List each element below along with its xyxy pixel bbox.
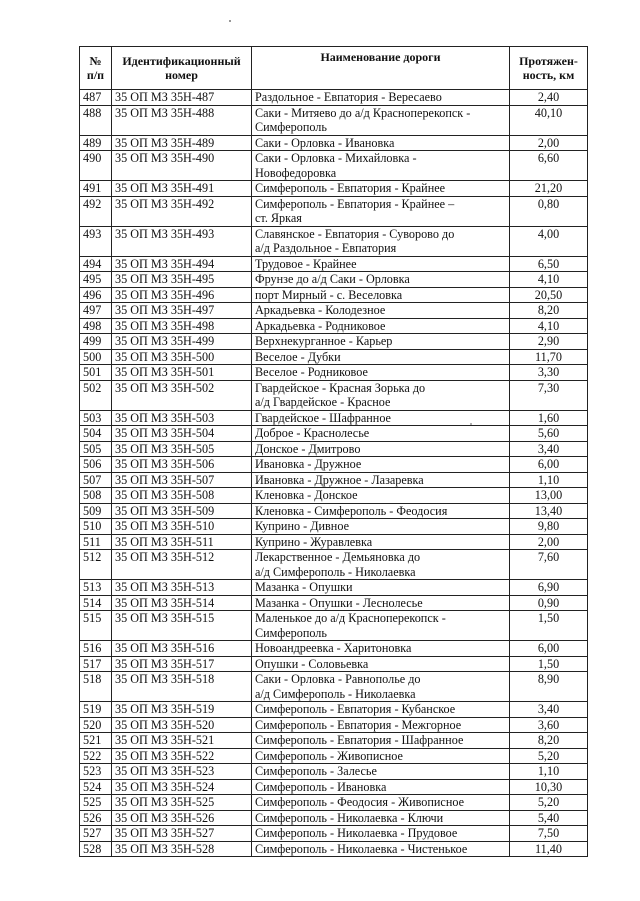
table-row: [80, 656, 588, 672]
row-number: 494: [80, 256, 112, 272]
row-number: 513: [80, 580, 112, 596]
road-length: 2,90: [510, 334, 588, 350]
road-name-line: Симферополь - Николаевка - Чистенькое: [255, 841, 468, 856]
row-number: 503: [80, 410, 112, 426]
table-row: [80, 611, 588, 641]
road-name-line: Куприно - Журавлевка: [255, 534, 373, 549]
road-name: [252, 488, 510, 504]
road-name-line: Аркадьевка - Родниковое: [255, 318, 386, 333]
road-id: 35 ОП МЗ 35Н-490: [112, 151, 252, 181]
row-number: 504: [80, 426, 112, 442]
road-length: 6,60: [510, 151, 588, 181]
roads-table: [79, 46, 588, 857]
row-number: 526: [80, 810, 112, 826]
road-name-line: Саки - Митяево до а/д Красноперекопск -: [255, 105, 471, 120]
table-row: [80, 779, 588, 795]
road-name-line: Новоандреевка - Харитоновка: [255, 641, 412, 655]
road-length: 6,90: [510, 580, 588, 596]
row-number: 509: [80, 503, 112, 519]
row-number: 519: [80, 702, 112, 718]
road-name: [252, 426, 510, 442]
row-number: 491: [80, 181, 112, 197]
road-name: [252, 380, 510, 410]
road-length: 4,10: [510, 272, 588, 288]
road-length: 5,20: [510, 795, 588, 811]
road-id: 35 ОП МЗ 35Н-498: [112, 318, 252, 334]
road-name-line: Доброе - Краснолесье: [255, 426, 370, 440]
road-name: [252, 410, 510, 426]
road-name-line: Мазанка - Опушки: [255, 580, 353, 594]
table-row: [80, 272, 588, 288]
road-id: 35 ОП МЗ 35Н-492: [112, 196, 252, 226]
road-name-line: Симферополь - Залесье: [255, 764, 377, 778]
road-name-line: Куприно - Дивное: [255, 519, 349, 533]
road-name-line: Верхнекурганное - Карьер: [255, 334, 393, 348]
row-number: 488: [80, 105, 112, 135]
road-id: 35 ОП МЗ 35Н-522: [112, 748, 252, 764]
road-name: [252, 256, 510, 272]
road-length: 7,60: [510, 550, 588, 580]
road-name-line: Кленовка - Симферополь - Феодосия: [255, 503, 448, 518]
table-row: [80, 503, 588, 519]
road-name-line: ст. Яркая: [255, 211, 302, 225]
road-id: 35 ОП МЗ 35Н-504: [112, 426, 252, 442]
road-name-line: Симферополь: [255, 120, 327, 134]
road-id: 35 ОП МЗ 35Н-526: [112, 810, 252, 826]
road-id: 35 ОП МЗ 35Н-508: [112, 488, 252, 504]
table-row: [80, 810, 588, 826]
road-length: 8,20: [510, 733, 588, 749]
road-name-line: Симферополь - Евпатория - Межгорное: [255, 717, 462, 732]
road-name-line: Симферополь - Евпатория - Кубанское: [255, 702, 456, 716]
road-name: [252, 717, 510, 733]
road-id: 35 ОП МЗ 35Н-493: [112, 226, 252, 256]
row-number: 522: [80, 748, 112, 764]
road-name-line: Трудовое - Крайнее: [255, 256, 357, 271]
header-id-text: Идентификационный номер: [122, 54, 241, 82]
road-name: [252, 90, 510, 106]
road-name: [252, 672, 510, 702]
road-length: 10,30: [510, 779, 588, 795]
road-name: [252, 457, 510, 473]
row-number: 497: [80, 303, 112, 319]
road-name-line: Новофедоровка: [255, 165, 337, 180]
road-name: [252, 365, 510, 381]
row-number: 508: [80, 488, 112, 504]
road-name-line: Саки - Орловка - Равнополье до: [255, 672, 421, 686]
road-name-line: Донское - Дмитрово: [255, 441, 361, 456]
row-number: 492: [80, 196, 112, 226]
road-name-line: Маленькое до а/д Красноперекопск -: [255, 611, 446, 625]
table-row: [80, 380, 588, 410]
road-name-line: Симферополь: [255, 625, 327, 640]
header-num: [80, 47, 112, 90]
header-id: [112, 47, 252, 90]
table-row: [80, 303, 588, 319]
road-length: 5,40: [510, 810, 588, 826]
road-name: [252, 795, 510, 811]
road-name: [252, 810, 510, 826]
row-number: 511: [80, 534, 112, 550]
table-row: [80, 410, 588, 426]
road-id: 35 ОП МЗ 35Н-502: [112, 380, 252, 410]
table-row: [80, 826, 588, 842]
road-name: [252, 472, 510, 488]
row-number: 520: [80, 717, 112, 733]
table-row: [80, 472, 588, 488]
table-row: [80, 702, 588, 718]
road-length: 13,40: [510, 503, 588, 519]
table-body: [80, 90, 588, 857]
table-row: [80, 488, 588, 504]
row-number: 487: [80, 90, 112, 106]
table-row: [80, 534, 588, 550]
road-name-line: Саки - Орловка - Михайловка -: [255, 151, 417, 165]
table-row: [80, 795, 588, 811]
table-row: [80, 641, 588, 657]
road-id: 35 ОП МЗ 35Н-505: [112, 441, 252, 457]
road-name-line: Симферополь - Евпатория - Крайнее: [255, 181, 446, 195]
road-name-line: Ивановка - Дружное: [255, 457, 362, 471]
road-length: 21,20: [510, 181, 588, 197]
row-number: 493: [80, 226, 112, 256]
road-id: 35 ОП МЗ 35Н-499: [112, 334, 252, 350]
road-length: 8,20: [510, 303, 588, 319]
road-name-line: Мазанка - Опушки - Леснолесье: [255, 595, 423, 610]
table-row: [80, 349, 588, 365]
road-name-line: Ивановка - Дружное - Лазаревка: [255, 472, 424, 487]
road-name: [252, 748, 510, 764]
road-name: [252, 105, 510, 135]
road-name-line: Симферополь - Ивановка: [255, 779, 387, 794]
road-length: 9,80: [510, 519, 588, 535]
road-id: 35 ОП МЗ 35Н-519: [112, 702, 252, 718]
header-length: [510, 47, 588, 90]
road-name: [252, 595, 510, 611]
table-row: [80, 426, 588, 442]
road-name-line: Веселое - Дубки: [255, 349, 341, 364]
row-number: 528: [80, 841, 112, 857]
road-name-line: Симферополь - Николаевка - Прудовое: [255, 826, 458, 840]
road-name-line: Лекарственное - Демьяновка до: [255, 550, 421, 564]
table-row: [80, 226, 588, 256]
road-name: [252, 272, 510, 288]
road-id: 35 ОП МЗ 35Н-488: [112, 105, 252, 135]
table-row: [80, 457, 588, 473]
row-number: 512: [80, 550, 112, 580]
road-name: [252, 534, 510, 550]
table-row: [80, 733, 588, 749]
row-number: 501: [80, 365, 112, 381]
scan-speck: [229, 20, 231, 22]
road-name-line: а/д Симферополь - Николаевка: [255, 564, 416, 579]
road-name: [252, 181, 510, 197]
road-id: 35 ОП МЗ 35Н-496: [112, 287, 252, 303]
road-id: 35 ОП МЗ 35Н-494: [112, 256, 252, 272]
road-length: 1,10: [510, 764, 588, 780]
road-id: 35 ОП МЗ 35Н-523: [112, 764, 252, 780]
road-id: 35 ОП МЗ 35Н-528: [112, 841, 252, 857]
road-id: 35 ОП МЗ 35Н-513: [112, 580, 252, 596]
road-name: [252, 318, 510, 334]
road-length: 6,00: [510, 641, 588, 657]
road-length: 3,30: [510, 365, 588, 381]
road-id: 35 ОП МЗ 35Н-491: [112, 181, 252, 197]
row-number: 523: [80, 764, 112, 780]
table-row: [80, 672, 588, 702]
table-row: [80, 764, 588, 780]
table-row: [80, 334, 588, 350]
row-number: 521: [80, 733, 112, 749]
road-name: [252, 733, 510, 749]
table-header-row: [80, 47, 588, 90]
road-name-line: Раздольное - Евпатория - Вересаево: [255, 90, 442, 104]
road-length: 5,20: [510, 748, 588, 764]
road-name-line: Симферополь - Евпатория - Крайнее –: [255, 196, 455, 211]
row-number: 498: [80, 318, 112, 334]
row-number: 489: [80, 135, 112, 151]
road-name-line: Симферополь - Феодосия - Живописное: [255, 795, 465, 809]
road-name: [252, 826, 510, 842]
road-length: 1,50: [510, 656, 588, 672]
road-name: [252, 349, 510, 365]
road-name-line: а/д Гвардейское - Красное: [255, 395, 391, 409]
road-id: 35 ОП МЗ 35Н-510: [112, 519, 252, 535]
table-row: [80, 519, 588, 535]
row-number: 525: [80, 795, 112, 811]
road-length: 2,00: [510, 534, 588, 550]
road-name: [252, 196, 510, 226]
road-id: 35 ОП МЗ 35Н-507: [112, 472, 252, 488]
road-name: [252, 580, 510, 596]
table-row: [80, 550, 588, 580]
road-name-line: Кленовка - Донское: [255, 488, 358, 502]
road-id: 35 ОП МЗ 35Н-495: [112, 272, 252, 288]
road-length: 20,50: [510, 287, 588, 303]
road-id: 35 ОП МЗ 35Н-516: [112, 641, 252, 657]
road-id: 35 ОП МЗ 35Н-521: [112, 733, 252, 749]
road-name-line: Симферополь - Живописное: [255, 748, 403, 763]
road-id: 35 ОП МЗ 35Н-489: [112, 135, 252, 151]
road-length: 4,10: [510, 318, 588, 334]
road-length: 6,50: [510, 256, 588, 272]
road-name: [252, 135, 510, 151]
header-length-text: Протяжен- ность, км: [519, 54, 578, 82]
road-id: 35 ОП МЗ 35Н-512: [112, 550, 252, 580]
table-row: [80, 256, 588, 272]
row-number: 517: [80, 656, 112, 672]
table-row: [80, 90, 588, 106]
road-id: 35 ОП МЗ 35Н-515: [112, 611, 252, 641]
road-length: 3,60: [510, 717, 588, 733]
road-id: 35 ОП МЗ 35Н-500: [112, 349, 252, 365]
road-id: 35 ОП МЗ 35Н-514: [112, 595, 252, 611]
road-name: [252, 641, 510, 657]
road-length: 0,80: [510, 196, 588, 226]
table-row: [80, 595, 588, 611]
road-length: 40,10: [510, 105, 588, 135]
road-length: 13,00: [510, 488, 588, 504]
table-row: [80, 135, 588, 151]
row-number: 495: [80, 272, 112, 288]
road-name: [252, 334, 510, 350]
road-id: 35 ОП МЗ 35Н-487: [112, 90, 252, 106]
road-name-line: порт Мирный - с. Веселовка: [255, 287, 403, 302]
road-name: [252, 303, 510, 319]
road-length: 4,00: [510, 226, 588, 256]
header-name-text: Наименование дороги: [320, 50, 441, 64]
row-number: 524: [80, 779, 112, 795]
road-name: [252, 764, 510, 780]
row-number: 518: [80, 672, 112, 702]
table-row: [80, 287, 588, 303]
table-row: [80, 181, 588, 197]
table-row: [80, 196, 588, 226]
road-name: [252, 151, 510, 181]
road-name: [252, 441, 510, 457]
road-id: 35 ОП МЗ 35Н-511: [112, 534, 252, 550]
road-length: 7,50: [510, 826, 588, 842]
road-name-line: а/д Раздольное - Евпатория: [255, 241, 397, 255]
road-name: [252, 841, 510, 857]
road-length: 8,90: [510, 672, 588, 702]
table-row: [80, 318, 588, 334]
header-name: [252, 47, 510, 90]
road-name: [252, 519, 510, 535]
road-length: 11,40: [510, 841, 588, 857]
row-number: 490: [80, 151, 112, 181]
road-id: 35 ОП МЗ 35Н-520: [112, 717, 252, 733]
table-row: [80, 441, 588, 457]
road-name-line: Фрунзе до а/д Саки - Орловка: [255, 272, 410, 286]
table-row: [80, 365, 588, 381]
table-row: [80, 717, 588, 733]
road-length: 3,40: [510, 441, 588, 457]
row-number: 507: [80, 472, 112, 488]
row-number: 500: [80, 349, 112, 365]
row-number: 496: [80, 287, 112, 303]
road-name: [252, 611, 510, 641]
road-name: [252, 226, 510, 256]
road-name-line: а/д Симферополь - Николаевка: [255, 686, 416, 701]
row-number: 506: [80, 457, 112, 473]
road-id: 35 ОП МЗ 35Н-517: [112, 656, 252, 672]
road-name-line: Славянское - Евпатория - Суворово до: [255, 226, 455, 241]
table-row: [80, 151, 588, 181]
road-name-line: Симферополь - Евпатория - Шафранное: [255, 733, 464, 747]
road-length: 1,60: [510, 410, 588, 426]
road-length: 1,50: [510, 611, 588, 641]
road-name: [252, 779, 510, 795]
row-number: 502: [80, 380, 112, 410]
road-name-line: Гвардейское - Шафранное: [255, 410, 391, 425]
road-length: 1,10: [510, 472, 588, 488]
row-number: 527: [80, 826, 112, 842]
road-name-line: Саки - Орловка - Ивановка: [255, 135, 395, 150]
row-number: 515: [80, 611, 112, 641]
road-name: [252, 656, 510, 672]
road-id: 35 ОП МЗ 35Н-527: [112, 826, 252, 842]
road-id: 35 ОП МЗ 35Н-518: [112, 672, 252, 702]
road-id: 35 ОП МЗ 35Н-506: [112, 457, 252, 473]
row-number: 516: [80, 641, 112, 657]
road-length: 7,30: [510, 380, 588, 410]
table-row: [80, 841, 588, 857]
road-length: 3,40: [510, 702, 588, 718]
road-name-line: Опушки - Соловьевка: [255, 656, 369, 671]
table-row: [80, 748, 588, 764]
road-name-line: Веселое - Родниковое: [255, 365, 368, 379]
road-name-line: Гвардейское - Красная Зорька до: [255, 380, 426, 395]
road-length: 2,00: [510, 135, 588, 151]
road-name: [252, 503, 510, 519]
row-number: 505: [80, 441, 112, 457]
road-id: 35 ОП МЗ 35Н-509: [112, 503, 252, 519]
road-length: 0,90: [510, 595, 588, 611]
road-name: [252, 702, 510, 718]
header-num-text: № п/п: [86, 54, 105, 82]
table-row: [80, 105, 588, 135]
row-number: 510: [80, 519, 112, 535]
road-name: [252, 550, 510, 580]
table-row: [80, 580, 588, 596]
road-id: 35 ОП МЗ 35Н-497: [112, 303, 252, 319]
road-name-line: Симферополь - Николаевка - Ключи: [255, 810, 444, 825]
road-name-line: Аркадьевка - Колодезное: [255, 303, 386, 317]
road-id: 35 ОП МЗ 35Н-525: [112, 795, 252, 811]
road-id: 35 ОП МЗ 35Н-524: [112, 779, 252, 795]
road-length: 2,40: [510, 90, 588, 106]
row-number: 514: [80, 595, 112, 611]
road-length: 5,60: [510, 426, 588, 442]
road-id: 35 ОП МЗ 35Н-503: [112, 410, 252, 426]
road-length: 6,00: [510, 457, 588, 473]
road-length: 11,70: [510, 349, 588, 365]
road-name: [252, 287, 510, 303]
row-number: 499: [80, 334, 112, 350]
road-id: 35 ОП МЗ 35Н-501: [112, 365, 252, 381]
